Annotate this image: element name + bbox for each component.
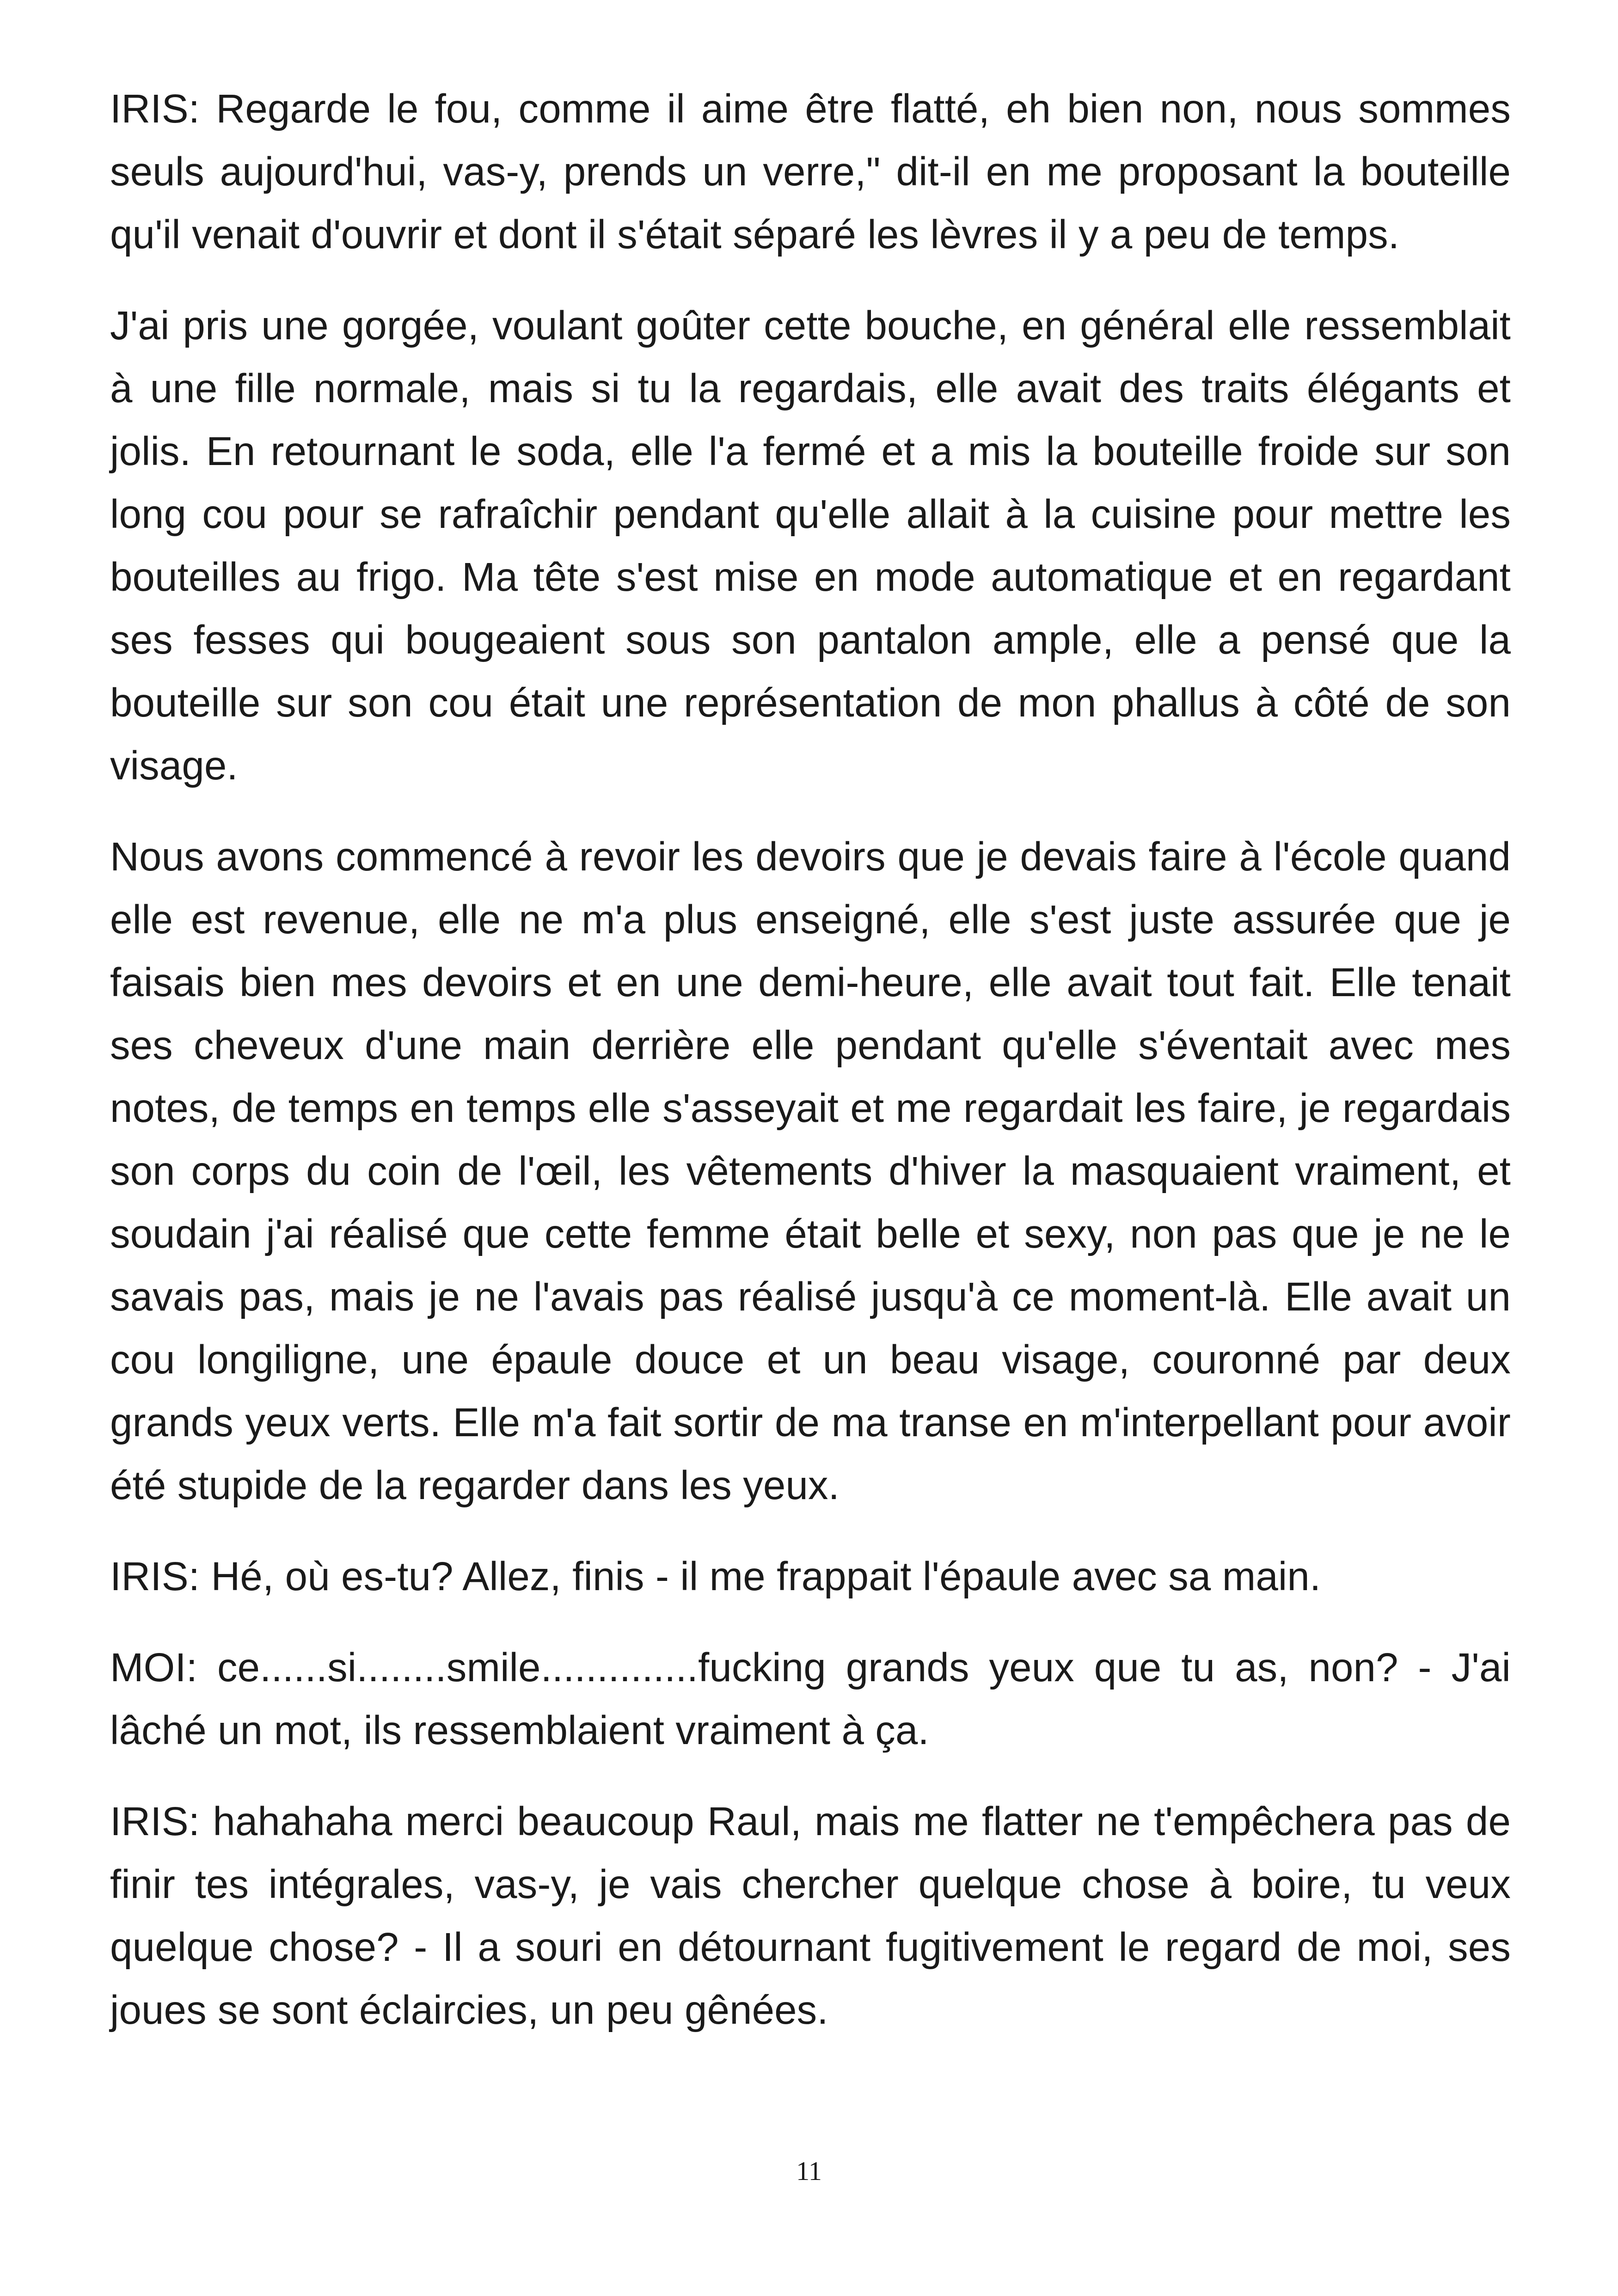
paragraph: IRIS: hahahaha merci beaucoup Raul, mais me flatter ne t'empêchera pas de finir tes intégrales, vas-y, je vais chercher quelque chose à boire, tu veux quelque chose? - Il a souri en détournant fugitivement le regard de moi, ses joues se sont éclaircies, un peu gênées. [110, 1799, 1511, 2033]
paragraph: MOI: ce......si........smile..............fucking grands yeux que tu as, non? - J'ai lâché un mot, ils ressemblaient vraiment à ça. [110, 1645, 1511, 1753]
body-text [110, 78, 1511, 2070]
paragraph: IRIS: Hé, où es-tu? Allez, finis - il me frappait l'épaule avec sa main. [110, 1554, 1321, 1599]
paragraph: Nous avons commencé à revoir les devoirs que je devais faire à l'école quand elle est revenue, elle ne m'a plus enseigné, elle s'est juste assurée que je faisais bien mes devoirs et en une demi-heure, elle avait tout fait. Elle tenait ses cheveux d'une main derrière elle pendant qu'elle s'éventait avec mes notes, de temps en temps elle s'asseyait et me regardait les faire, je regardais son corps du coin de l'œil, les vêtements d'hiver la masquaient vraiment, et soudain j'ai réalisé que cette femme était belle et sexy, non pas que je ne le savais pas, mais je ne l'avais pas réalisé jusqu'à ce moment-là. Elle avait un cou longiligne, une épaule douce et un beau visage, couronné par deux grands yeux verts. Elle m'a fait sortir de ma transe en m'interpellant pour avoir été stupide de la regarder dans les yeux. [110, 834, 1511, 1508]
paragraph: IRIS: Regarde le fou, comme il aime être flatté, eh bien non, nous sommes seuls aujourd'hui, vas-y, prends un verre," dit-il en me proposant la bouteille qu'il venait d'ouvrir et dont il s'était séparé les lèvres il y a peu de temps. [110, 86, 1511, 257]
paragraph: J'ai pris une gorgée, voulant goûter cette bouche, en général elle ressemblait à une fille normale, mais si tu la regardais, elle avait des traits élégants et jolis. En retournant le soda, elle l'a fermé et a mis la bouteille froide sur son long cou pour se rafraîchir pendant qu'elle allait à la cuisine pour mettre les bouteilles au frigo. Ma tête s'est mise en mode automatique et en regardant ses fesses qui bougeaient sous son pantalon ample, elle a pensé que la bouteille sur son cou était une représentation de mon phallus à côté de son visage. [110, 303, 1511, 788]
page-number: 11 [796, 2156, 822, 2186]
